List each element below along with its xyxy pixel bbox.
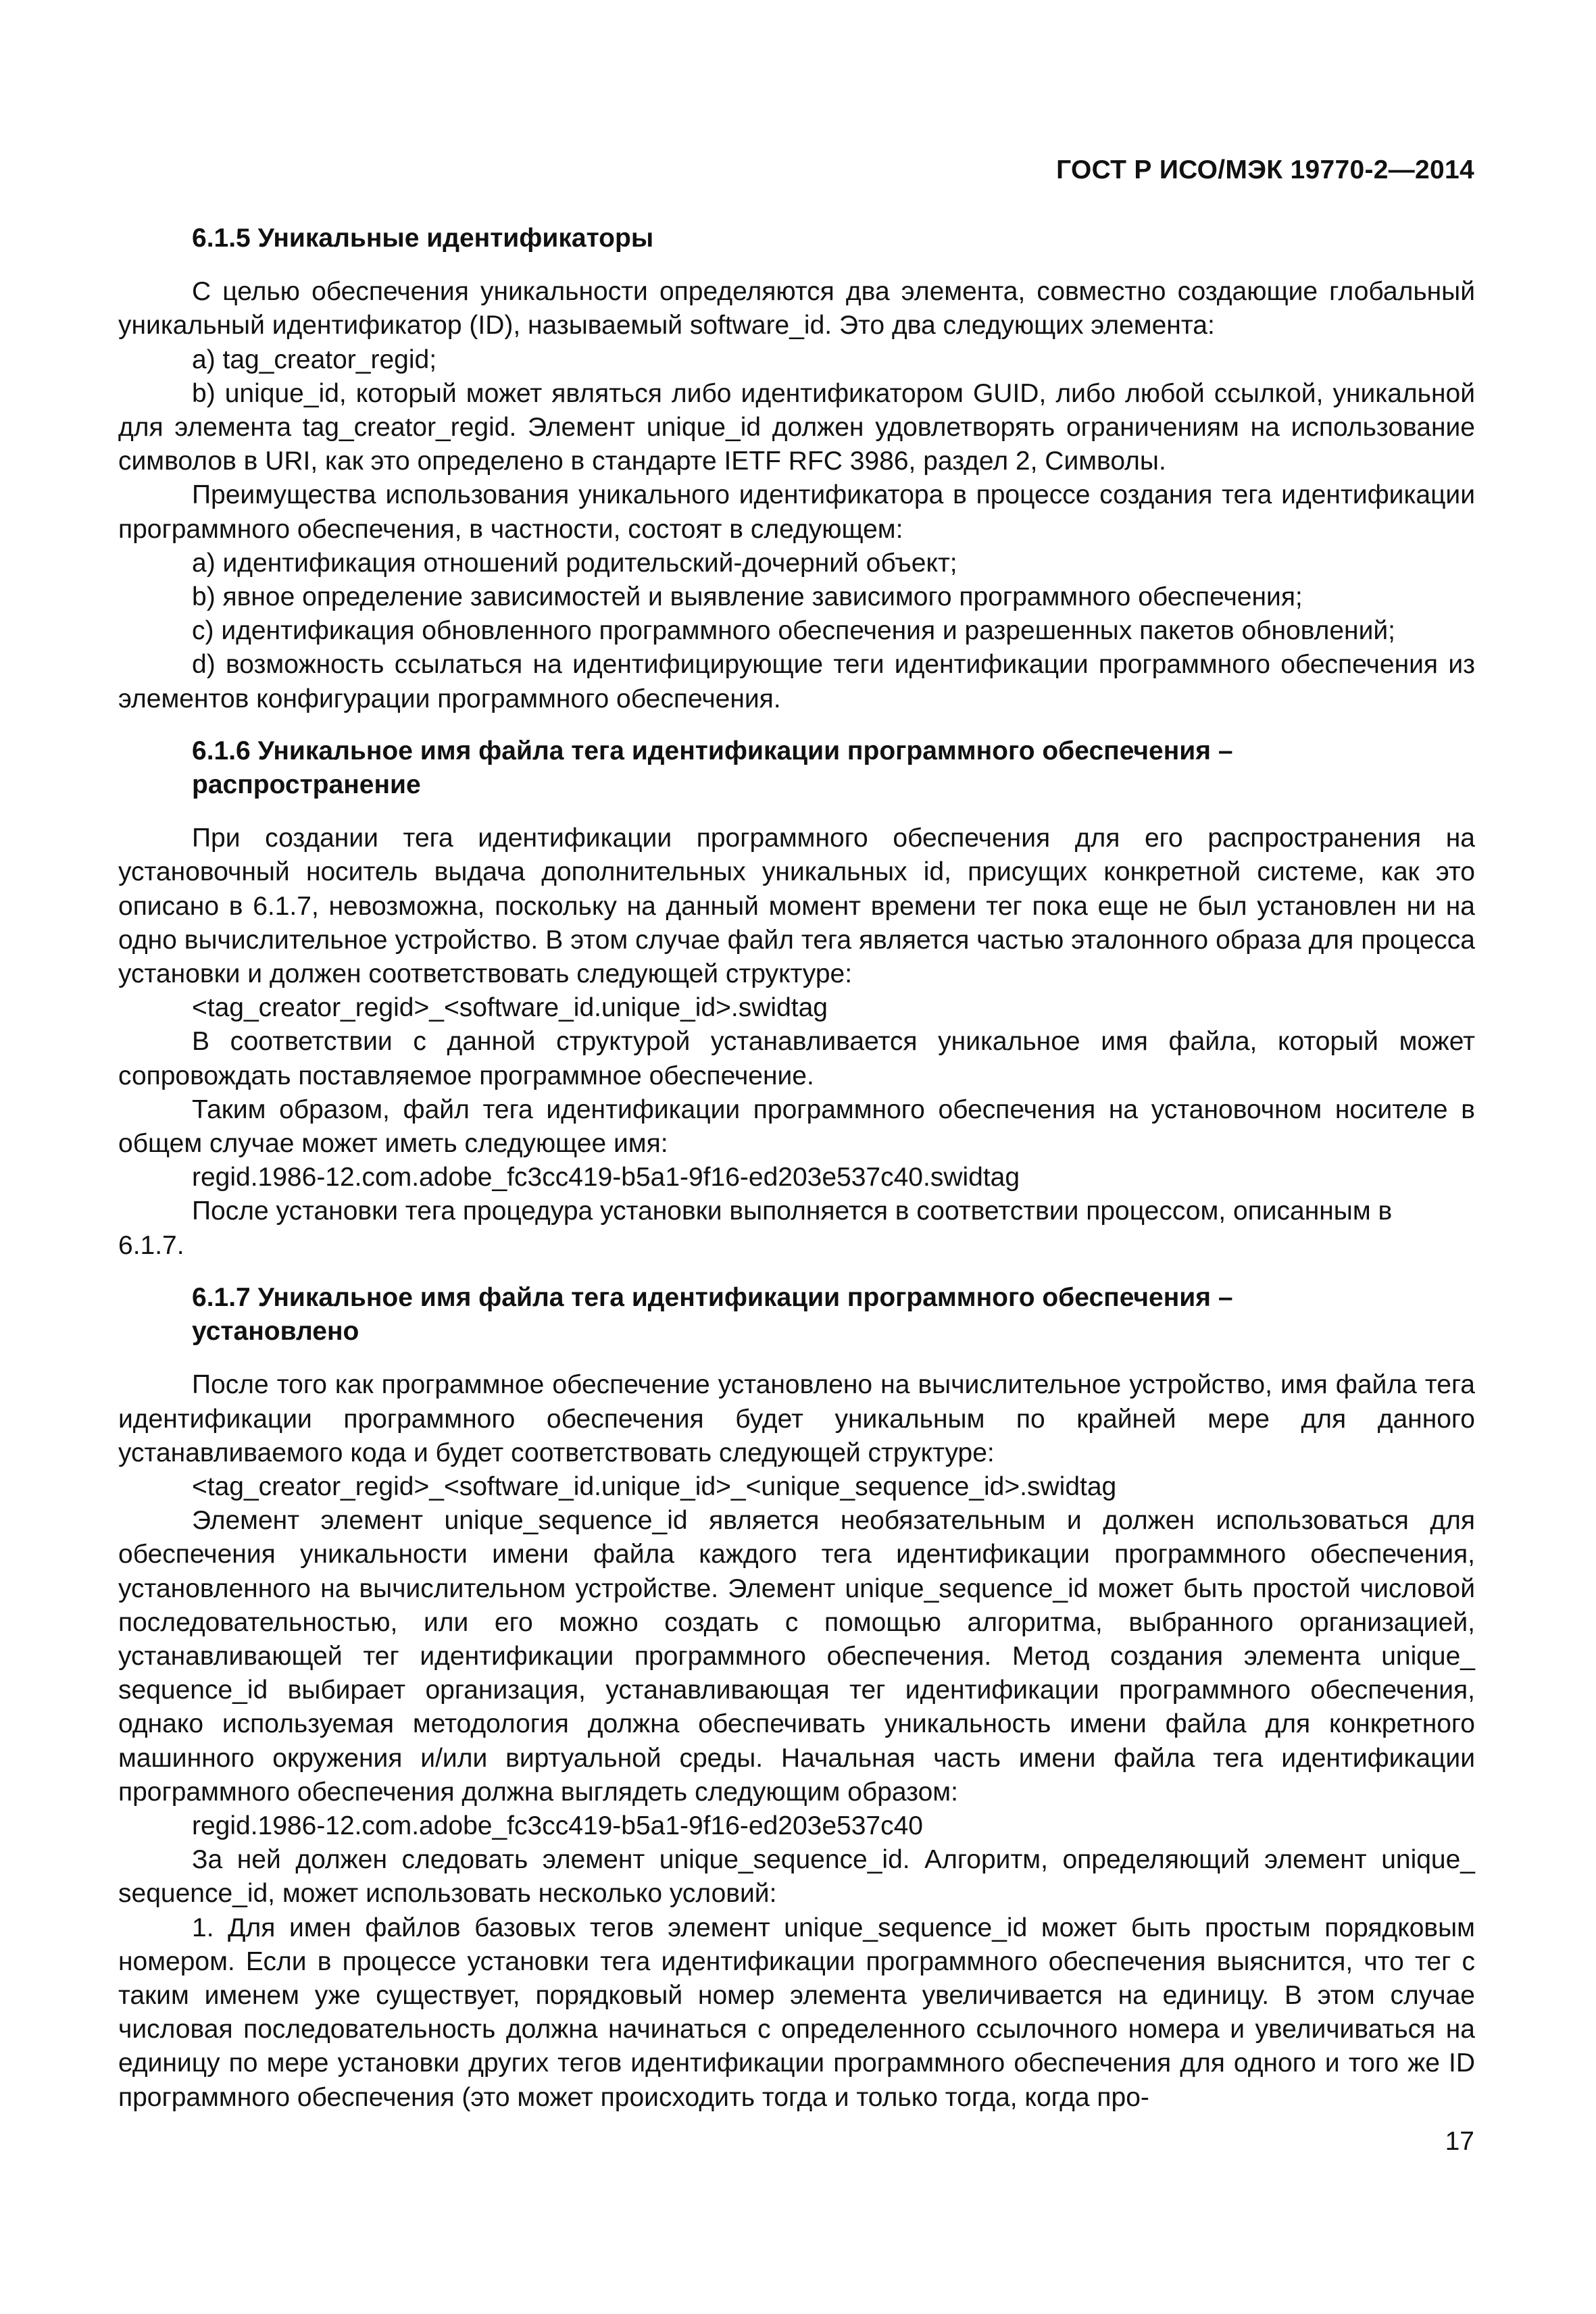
list-item: b) явное определение зависимостей и выявление зависимого программного обеспечения; <box>192 582 1303 612</box>
paragraph: За ней должен следовать элемент unique_sequence_id. Алгоритм, определяющий элемент unique_ sequence_id, может использовать несколько условий: <box>118 1845 1475 1909</box>
section-heading-6-1-6: 6.1.6 Уникальное имя файла тега идентификации программного обеспечения – распространение <box>192 736 1233 800</box>
list-item: b) unique_id, который может являться либо идентификатором GUID, либо любой ссылкой, уникальной для элемента tag_creator_regid. Элемент unique_id должен удовлетворять ограничениям на использование символов в URI, как это определено в стандарте IETF RFC 3986, раздел 2, Символы. <box>118 378 1475 476</box>
paragraph: С целью обеспечения уникальности определяются два элемента, совместно создающие глобальный уникальный идентификатор (ID), называемый software_id. Это два следующих элемента: <box>118 277 1475 341</box>
paragraph: Преимущества использования уникального идентификатора в процессе создания тега идентификации программного обеспечения, в частности, состоят в следующем: <box>118 480 1475 544</box>
paragraph: После того как программное обеспечение установлено на вычислительное устройство, имя файла тега идентификации программного обеспечения будет уникальным по крайней мере для данного устанавливаемого кода и будет соответствовать следующей структуре: <box>118 1370 1475 1467</box>
list-item: 1. Для имен файлов базовых тегов элемент unique_sequence_id может быть простым порядковым номером. Если в процессе установки тега идентификации программного обеспечения выяснится, что тег с таким именем уже существует, порядковый номер элемента увеличивается на единицу. В этом случае числовая последовательность должна начинаться с определенного ссылочного номера и увеличиваться на единицу по мере установки других тегов идентификации программного обеспечения для одного и того же ID программного обеспечения (это может происходить тогда и только тогда, когда про- <box>118 1913 1475 2112</box>
section-heading-6-1-7: 6.1.7 Уникальное имя файла тега идентификации программного обеспечения – установлено <box>192 1282 1233 1347</box>
paragraph: Элемент элемент unique_sequence_id является необязательным и должен использоваться для обеспечения уникальности имени файла каждого тега идентификации программного обеспечения, установленного на вычислительном устройстве. Элемент unique_sequence_id может быть простой числовой последовательностью, или его можно создать с помощью алгоритма, выбранного организацией, устанавливающей тег идентификации программного обеспечения. Метод создания элемента unique_ sequence_id выбирает организация, устанавливающая тег идентификации программного обеспечения, однако используемая методология должна обеспечивать уникальность имени файла для конкретного машинного окружения и/или виртуальной среды. Начальная часть имени файла тега идентификации программного обеспечения должна выглядеть следующим образом: <box>118 1506 1475 1807</box>
list-item: c) идентификация обновленного программного обеспечения и разрешенных пакетов обновлений; <box>192 616 1395 646</box>
filename-pattern: <tag_creator_regid>_<software_id.unique_id>_<unique_sequence_id>.swidtag <box>192 1472 1117 1501</box>
section-heading-6-1-5: 6.1.5 Уникальные идентификаторы <box>192 224 654 253</box>
paragraph: При создании тега идентификации программного обеспечения для его распространения на установочный носитель выдача дополнительных уникальных id, присущих конкретной системе, как это описано в 6.1.7, невозможна, поскольку на данный момент времени тег пока еще не был установлен ни на одно вычислительное устройство. В этом случае файл тега является частью эталонного образа для процесса установки и должен соответствовать следующей структуре: <box>118 824 1475 989</box>
filename-pattern: <tag_creator_regid>_<software_id.unique_id>.swidtag <box>192 993 828 1023</box>
paragraph: В соответствии с данной структурой устанавливается уникальное имя файла, который может сопровождать поставляемое программное обеспечение. <box>118 1027 1475 1090</box>
page-body <box>118 222 1475 2115</box>
list-item: a) идентификация отношений родительский-дочерний объект; <box>192 548 957 578</box>
paragraph: После установки тега процедура установки выполняется в соответствии процессом, описанным в <box>192 1197 1393 1226</box>
document-header-code: ГОСТ Р ИСО/МЭК 19770-2—2014 <box>1056 155 1474 184</box>
paragraph: Таким образом, файл тега идентификации программного обеспечения на установочном носителе в общем случае может иметь следующее имя: <box>118 1095 1475 1159</box>
list-item: d) возможность ссылаться на идентифицирующие теги идентификации программного обеспечения из элементов конфигурации программного обеспечения. <box>118 650 1475 713</box>
filename-example: regid.1986-12.com.adobe_fc3cc419-b5a1-9f16-ed203e537c40 <box>192 1811 923 1840</box>
page-number: 17 <box>1445 2127 1474 2156</box>
filename-example: regid.1986-12.com.adobe_fc3cc419-b5a1-9f16-ed203e537c40.swidtag <box>192 1163 1020 1192</box>
list-item: a) tag_creator_regid; <box>192 345 437 374</box>
paragraph-continuation: 6.1.7. <box>118 1230 184 1260</box>
